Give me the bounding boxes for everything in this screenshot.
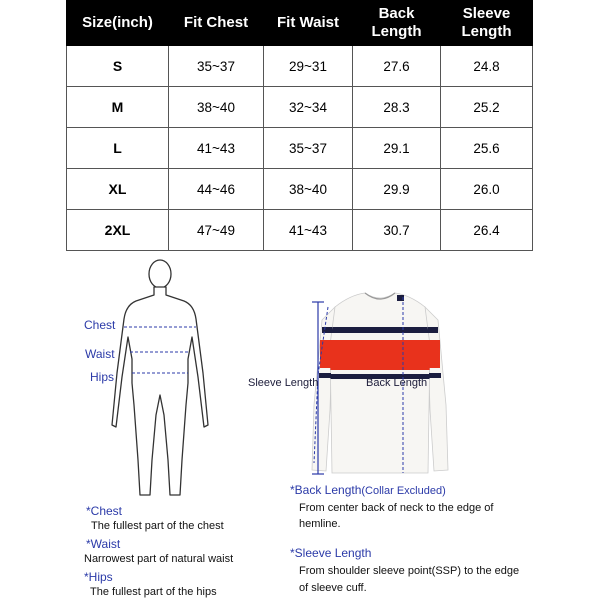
table-row [67, 46, 533, 87]
table-header-cell [264, 1, 353, 46]
note-back-length-title [290, 483, 446, 497]
figure-head [149, 260, 171, 288]
table-cell: 29~31 [264, 46, 353, 87]
back-length-label: Back Length [366, 377, 428, 389]
table-body [67, 46, 533, 251]
table-header-cell [67, 1, 169, 46]
table-header-text: Fit Chest [183, 14, 249, 31]
note-waist-desc: Narrowest part of natural waist [84, 553, 234, 565]
table-cell: 41~43 [264, 210, 353, 251]
table-cell: 26.4 [441, 210, 533, 251]
note-back-length-desc-1: From center back of neck to the edge of [299, 502, 494, 514]
sleeve-length-label: Sleeve Length [248, 377, 319, 389]
table-cell: 44~46 [169, 169, 264, 210]
table-header-row [67, 1, 533, 46]
table-cell: 29.9 [353, 169, 441, 210]
table-row [67, 169, 533, 210]
table-header-cell [169, 1, 264, 46]
table-cell: 35~37 [169, 46, 264, 87]
note-hips-desc: The fullest part of the hips [90, 586, 217, 598]
size-cell: L [67, 128, 169, 169]
table-header-text: Sleeve [462, 5, 511, 22]
table-cell: 38~40 [264, 169, 353, 210]
table-cell: 26.0 [441, 169, 533, 210]
table-header-text: Length [371, 23, 422, 40]
table-cell: 29.1 [353, 128, 441, 169]
table-cell: 25.6 [441, 128, 533, 169]
table-cell: 38~40 [169, 87, 264, 128]
note-waist-title: *Waist [86, 537, 121, 551]
note-sleeve-length-title: *Sleeve Length [290, 546, 372, 560]
size-cell: M [67, 87, 169, 128]
size-chart-table [66, 0, 533, 251]
note-back-length-desc-2: hemline. [299, 518, 341, 530]
body-measurement-figure [0, 255, 240, 515]
note-sleeve-length-desc-1: From shoulder sleeve point(SSP) to the edge [299, 565, 520, 577]
table-header-text: Length [461, 23, 512, 40]
table-header-cell [441, 1, 533, 46]
note-back-length-name: *Back Length [290, 483, 362, 497]
table-header-text: Size(inch) [82, 14, 153, 31]
waist-label: Waist [85, 347, 115, 361]
hips-label: Hips [90, 370, 115, 384]
table-header-cell [353, 1, 441, 46]
table-row [67, 87, 533, 128]
table-row [67, 128, 533, 169]
table-cell: 35~37 [264, 128, 353, 169]
figure-body [112, 287, 208, 495]
table-cell: 24.8 [441, 46, 533, 87]
table-cell: 28.3 [353, 87, 441, 128]
size-cell: 2XL [67, 210, 169, 251]
note-back-length-collar: (Collar Excluded) [361, 485, 446, 497]
table-cell: 47~49 [169, 210, 264, 251]
note-sleeve-length-desc-2: of sleeve cuff. [299, 582, 367, 594]
table-cell: 25.2 [441, 87, 533, 128]
size-cell: XL [67, 169, 169, 210]
size-cell: S [67, 46, 169, 87]
table-header-text: Back [378, 5, 415, 22]
table-cell: 32~34 [264, 87, 353, 128]
table-row [67, 210, 533, 251]
table-cell: 27.6 [353, 46, 441, 87]
note-chest-title: *Chest [86, 504, 123, 518]
chest-label: Chest [84, 318, 116, 332]
table-cell: 41~43 [169, 128, 264, 169]
note-hips-title: *Hips [84, 570, 113, 584]
table-header-text: Fit Waist [277, 14, 339, 31]
table-cell: 30.7 [353, 210, 441, 251]
note-chest-desc: The fullest part of the chest [91, 520, 224, 532]
